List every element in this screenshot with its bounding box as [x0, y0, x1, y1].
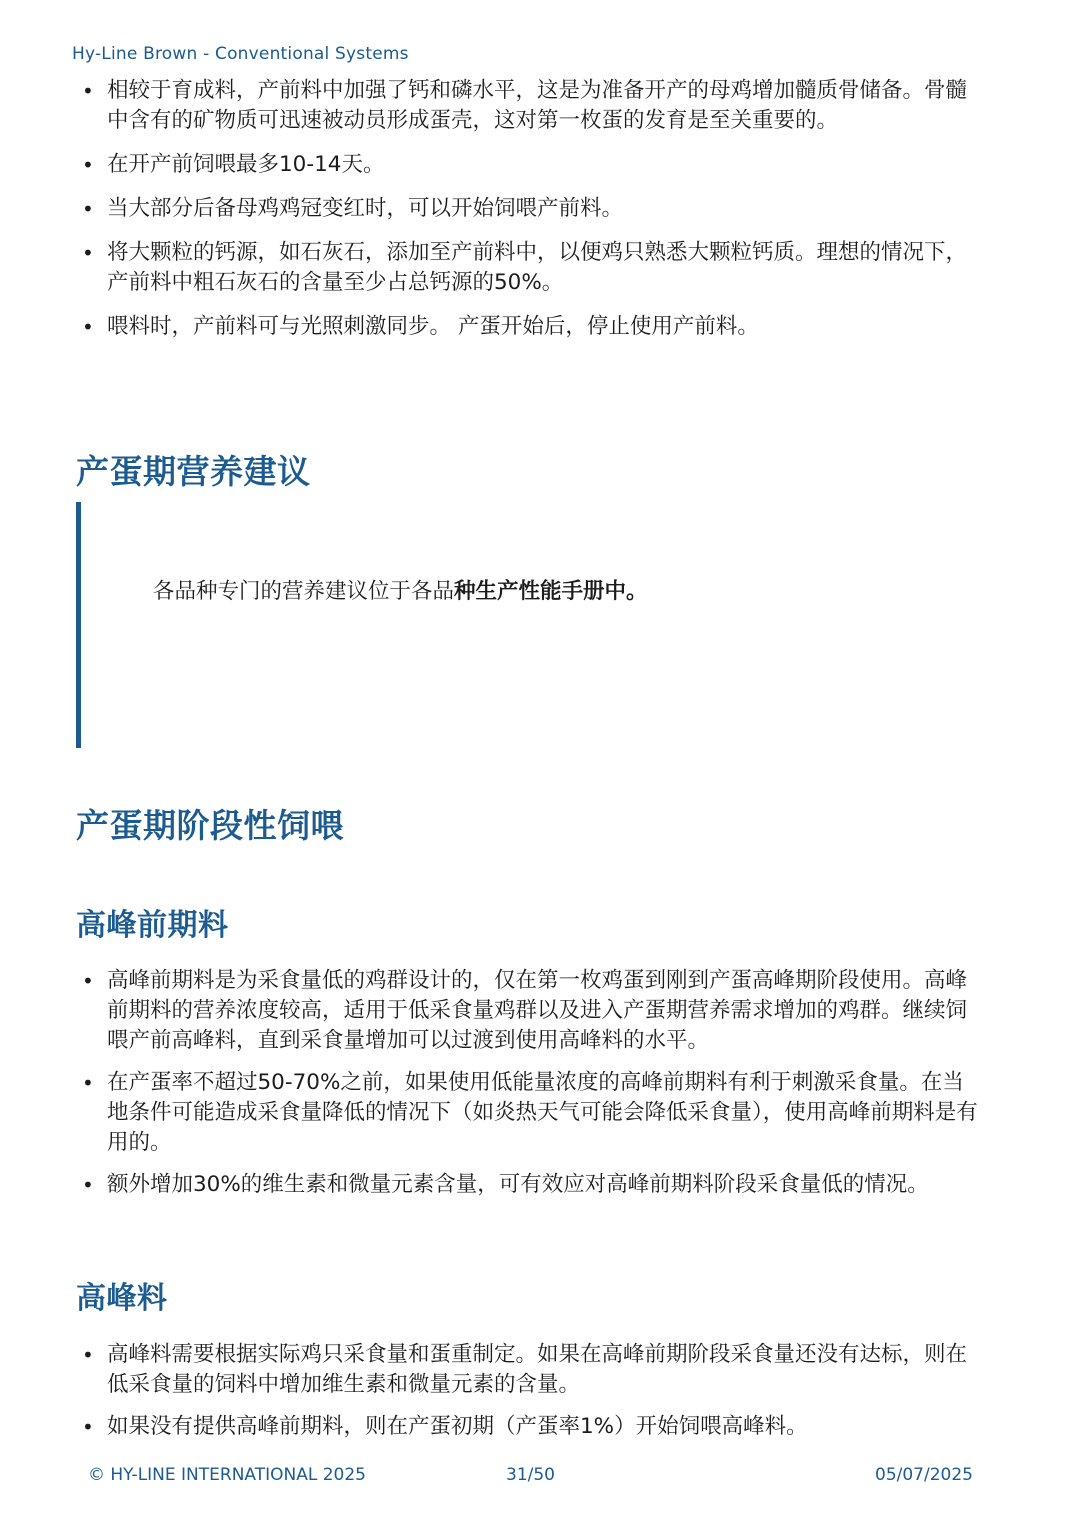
peak-bullet-list — [80, 1340, 980, 1454]
section-heading-nutrition: 产蛋期营养建议 — [76, 452, 311, 491]
list-item: • 高峰前期料是为采食量低的鸡群设计的，仅在第一枚鸡蛋到刚到产蛋高峰期阶段使用。高峰前期料的营养浓度较高，适用于低采食量鸡群以及进入产蛋期营养需求增加的鸡群。继续饲喂产前高峰料，直到采食量增加可以过渡到使用高峰料的水平。 — [80, 966, 980, 1056]
callout-box — [76, 502, 971, 748]
list-item: • 相较于育成料，产前料中加强了钙和磷水平，这是为准备开产的母鸡增加髓质骨储备。骨髓中含有的矿物质可迅速被动员形成蛋壳，这对第一枚蛋的发育是至关重要的。 — [80, 76, 980, 136]
footer-date: 05/07/2025 — [875, 1465, 973, 1485]
footer-page-number: 31/50 — [506, 1465, 555, 1485]
list-item: • 如果没有提供高峰前期料，则在产蛋初期（产蛋率1%）开始饲喂高峰料。 — [80, 1412, 980, 1442]
prepeak-bullet-list — [80, 966, 980, 1212]
prelay-bullet-list — [80, 76, 980, 356]
subheading-prepeak: 高峰前期料 — [76, 908, 229, 943]
callout-text-bold: 种生产性能手册中。 — [454, 579, 648, 604]
section-heading-phase-feeding: 产蛋期阶段性饲喂 — [76, 806, 344, 845]
list-item: • 额外增加30%的维生素和微量元素含量，可有效应对高峰前期料阶段采食量低的情况。 — [80, 1170, 980, 1200]
list-item: • 高峰料需要根据实际鸡只采食量和蛋重制定。如果在高峰前期阶段采食量还没有达标，则在低采食量的饲料中增加维生素和微量元素的含量。 — [80, 1340, 980, 1400]
list-item: • 喂料时，产前料可与光照刺激同步。 产蛋开始后，停止使用产前料。 — [80, 312, 980, 342]
callout-text — [153, 577, 648, 607]
list-item: • 当大部分后备母鸡鸡冠变红时，可以开始饲喂产前料。 — [80, 194, 980, 224]
callout-text-normal: 各品种专门的营养建议位于各品 — [153, 579, 455, 604]
subheading-peak: 高峰料 — [76, 1281, 168, 1316]
running-header: Hy-Line Brown - Conventional Systems — [72, 44, 409, 64]
list-item: • 在产蛋率不超过50-70%之前，如果使用低能量浓度的高峰前期料有利于刺激采食量。在当地条件可能造成采食量降低的情况下（如炎热天气可能会降低采食量），使用高峰前期料是有用的。 — [80, 1068, 980, 1158]
list-item: • 在开产前饲喂最多10-14天。 — [80, 150, 980, 180]
list-item: • 将大颗粒的钙源，如石灰石，添加至产前料中，以便鸡只熟悉大颗粒钙质。理想的情况下，产前料中粗石灰石的含量至少占总钙源的50%。 — [80, 238, 980, 298]
footer-copyright: © HY-LINE INTERNATIONAL 2025 — [88, 1465, 366, 1485]
